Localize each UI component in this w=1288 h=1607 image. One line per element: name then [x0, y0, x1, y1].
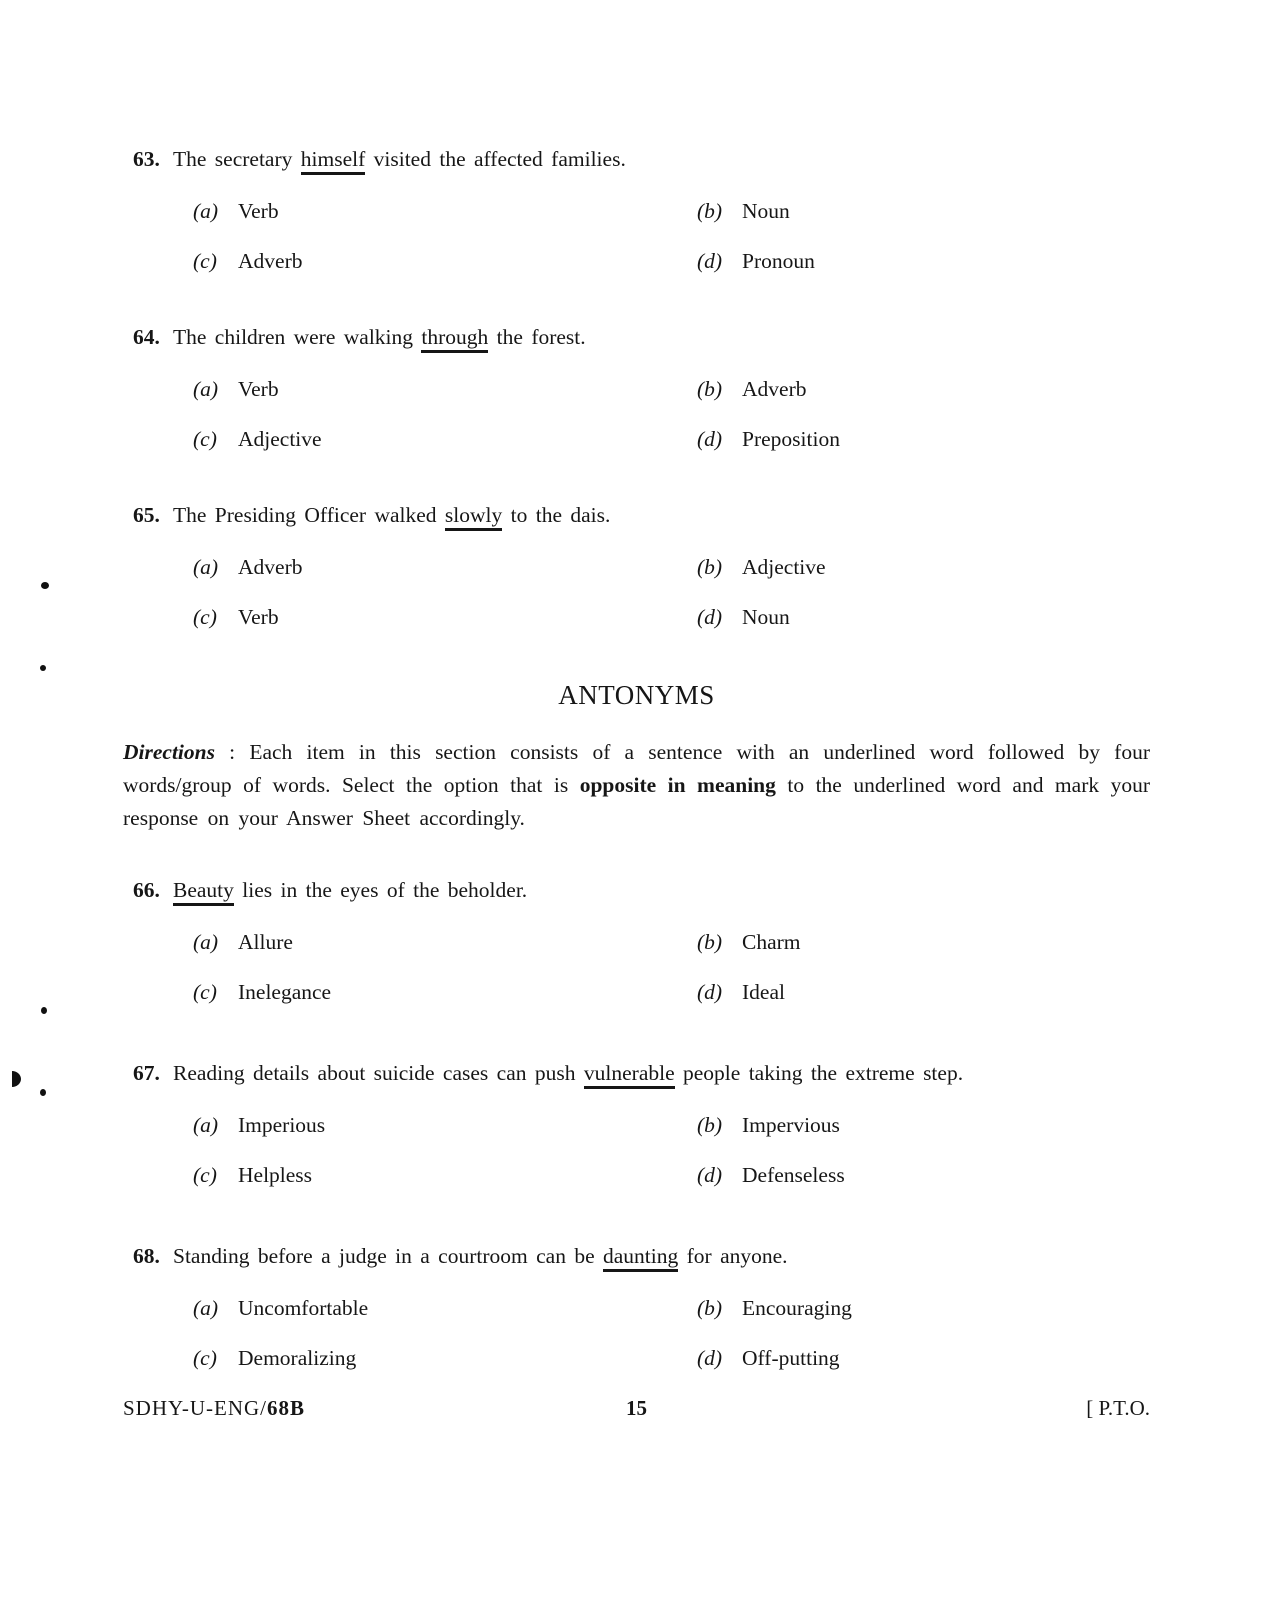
option-text: Helpless — [238, 1163, 313, 1187]
scan-speck — [41, 582, 49, 589]
option-text: Allure — [238, 930, 293, 954]
question-66 — [123, 877, 1150, 1005]
option-d — [697, 248, 815, 274]
option-text: Noun — [742, 199, 790, 223]
option-text: Demoralizing — [238, 1346, 357, 1370]
booklet-code-series: 68B — [267, 1396, 306, 1420]
option-d — [697, 604, 790, 630]
option-text: Adverb — [238, 555, 303, 579]
stem-underlined-word: Beauty — [173, 878, 234, 906]
stem-pre: The Presiding Officer walked — [173, 503, 445, 527]
option-label: (b) — [697, 1296, 723, 1320]
stem-post: for anyone. — [678, 1244, 788, 1268]
option-a — [193, 376, 697, 402]
option-d — [697, 1345, 840, 1371]
directions-bold-phrase: opposite in meaning — [579, 773, 776, 797]
directions-separator: : — [214, 740, 250, 764]
stem-pre: Reading details about suicide cases can push — [173, 1061, 584, 1085]
question-text — [173, 146, 1150, 172]
question-number: 67. — [133, 1061, 160, 1085]
question-text — [173, 1060, 1150, 1086]
options-row — [123, 604, 1150, 630]
option-label: (a) — [193, 377, 219, 401]
option-label: (b) — [697, 930, 723, 954]
stem-post: people taking the extreme step. — [674, 1061, 964, 1085]
booklet-code — [123, 1396, 626, 1421]
option-label: (b) — [697, 1113, 723, 1137]
options-row — [123, 1295, 1150, 1321]
option-text: Uncomfortable — [238, 1296, 369, 1320]
option-text: Adjective — [238, 427, 322, 451]
directions-paragraph — [123, 736, 1150, 835]
option-label: (c) — [193, 1163, 217, 1187]
options-row — [123, 426, 1150, 452]
option-c — [193, 426, 697, 452]
scan-speck — [41, 1007, 47, 1014]
stem-underlined-word: vulnerable — [584, 1061, 675, 1089]
option-c — [193, 979, 697, 1005]
options-row — [123, 1112, 1150, 1138]
option-text: Ideal — [742, 980, 785, 1004]
option-text: Verb — [238, 199, 279, 223]
option-text: Adjective — [742, 555, 826, 579]
option-text: Noun — [742, 605, 790, 629]
option-label: (b) — [697, 377, 723, 401]
booklet-code-prefix: SDHY-U-ENG/ — [123, 1396, 267, 1420]
option-label: (c) — [193, 980, 217, 1004]
stem-underlined-word: daunting — [603, 1244, 678, 1272]
question-68 — [123, 1243, 1150, 1371]
section-heading: ANTONYMS — [558, 680, 715, 710]
question-number: 64. — [133, 325, 160, 349]
question-stem — [123, 502, 1150, 528]
question-stem — [123, 324, 1150, 350]
option-text: Charm — [742, 930, 801, 954]
option-c — [193, 1162, 697, 1188]
option-b — [697, 376, 806, 402]
option-label: (c) — [193, 1346, 217, 1370]
option-c — [193, 248, 697, 274]
directions-text-before: Each item in this section consists of a sentence with an underlined word followed by four words/group of words. Select the option that is — [123, 740, 1150, 797]
page-footer — [123, 1396, 1150, 1421]
question-text — [173, 502, 1150, 528]
page-number: 15 — [626, 1396, 647, 1420]
question-stem — [123, 146, 1150, 172]
option-c — [193, 604, 697, 630]
options-row — [123, 554, 1150, 580]
option-label: (d) — [697, 1163, 723, 1187]
option-label: (a) — [193, 199, 219, 223]
option-a — [193, 1295, 697, 1321]
options-row — [123, 1162, 1150, 1188]
option-b — [697, 929, 801, 955]
option-text: Off-putting — [742, 1346, 840, 1370]
option-label: (c) — [193, 249, 217, 273]
stem-pre: The children were walking — [173, 325, 422, 349]
option-text: Imperious — [238, 1113, 326, 1137]
options-row — [123, 929, 1150, 955]
question-text — [173, 1243, 1150, 1269]
option-text: Verb — [238, 605, 279, 629]
option-a — [193, 1112, 697, 1138]
question-number: 65. — [133, 503, 160, 527]
stem-post: the forest. — [488, 325, 586, 349]
option-d — [697, 979, 785, 1005]
stem-post: to the dais. — [502, 503, 611, 527]
directions-label: Directions — [123, 740, 215, 764]
question-67 — [123, 1060, 1150, 1188]
question-stem — [123, 877, 1150, 903]
option-text: Defenseless — [742, 1163, 845, 1187]
stem-underlined-word: slowly — [445, 503, 502, 531]
option-label: (a) — [193, 930, 219, 954]
stem-post: visited the affected families. — [365, 147, 626, 171]
option-text: Adverb — [742, 377, 807, 401]
option-label: (d) — [697, 427, 723, 451]
options-row — [123, 979, 1150, 1005]
option-label: (a) — [193, 555, 219, 579]
option-label: (d) — [697, 980, 723, 1004]
option-b — [697, 198, 790, 224]
stem-pre: The secretary — [173, 147, 301, 171]
options-row — [123, 248, 1150, 274]
option-text: Inelegance — [238, 980, 332, 1004]
stem-underlined-word: through — [421, 325, 488, 353]
option-text: Encouraging — [742, 1296, 852, 1320]
stem-post: lies in the eyes of the beholder. — [233, 878, 528, 902]
question-64 — [123, 324, 1150, 452]
option-text: Verb — [238, 377, 279, 401]
option-a — [193, 929, 697, 955]
scan-speck — [40, 1089, 46, 1096]
option-text: Impervious — [742, 1113, 840, 1137]
option-d — [697, 1162, 845, 1188]
question-text — [173, 324, 1150, 350]
option-label: (d) — [697, 249, 723, 273]
option-label: (c) — [193, 427, 217, 451]
options-row — [123, 1345, 1150, 1371]
options-row — [123, 198, 1150, 224]
option-c — [193, 1345, 697, 1371]
option-text: Adverb — [238, 249, 303, 273]
option-text: Preposition — [742, 427, 840, 451]
option-label: (b) — [697, 555, 723, 579]
scan-speck — [40, 665, 46, 671]
question-stem — [123, 1243, 1150, 1269]
option-label: (c) — [193, 605, 217, 629]
options-row — [123, 376, 1150, 402]
option-b — [697, 1295, 852, 1321]
question-number: 63. — [133, 147, 160, 171]
option-a — [193, 198, 697, 224]
option-b — [697, 1112, 840, 1138]
option-label: (d) — [697, 1346, 723, 1370]
directions-text-after: to the underlined word and mark your response on your Answer Sheet accordingly. — [123, 773, 1150, 830]
question-stem — [123, 1060, 1150, 1086]
option-a — [193, 554, 697, 580]
option-label: (b) — [697, 199, 723, 223]
question-number: 66. — [133, 878, 160, 902]
question-65 — [123, 502, 1150, 630]
option-label: (a) — [193, 1296, 219, 1320]
option-label: (a) — [193, 1113, 219, 1137]
question-number: 68. — [133, 1244, 160, 1268]
pto-label: [ P.T.O. — [1086, 1396, 1150, 1420]
stem-underlined-word: himself — [301, 147, 366, 175]
option-b — [697, 554, 826, 580]
option-text: Pronoun — [742, 249, 815, 273]
option-label: (d) — [697, 605, 723, 629]
question-text — [173, 877, 1150, 903]
option-d — [697, 426, 840, 452]
stem-pre: Standing before a judge in a courtroom can be — [173, 1244, 603, 1268]
question-63 — [123, 146, 1150, 274]
